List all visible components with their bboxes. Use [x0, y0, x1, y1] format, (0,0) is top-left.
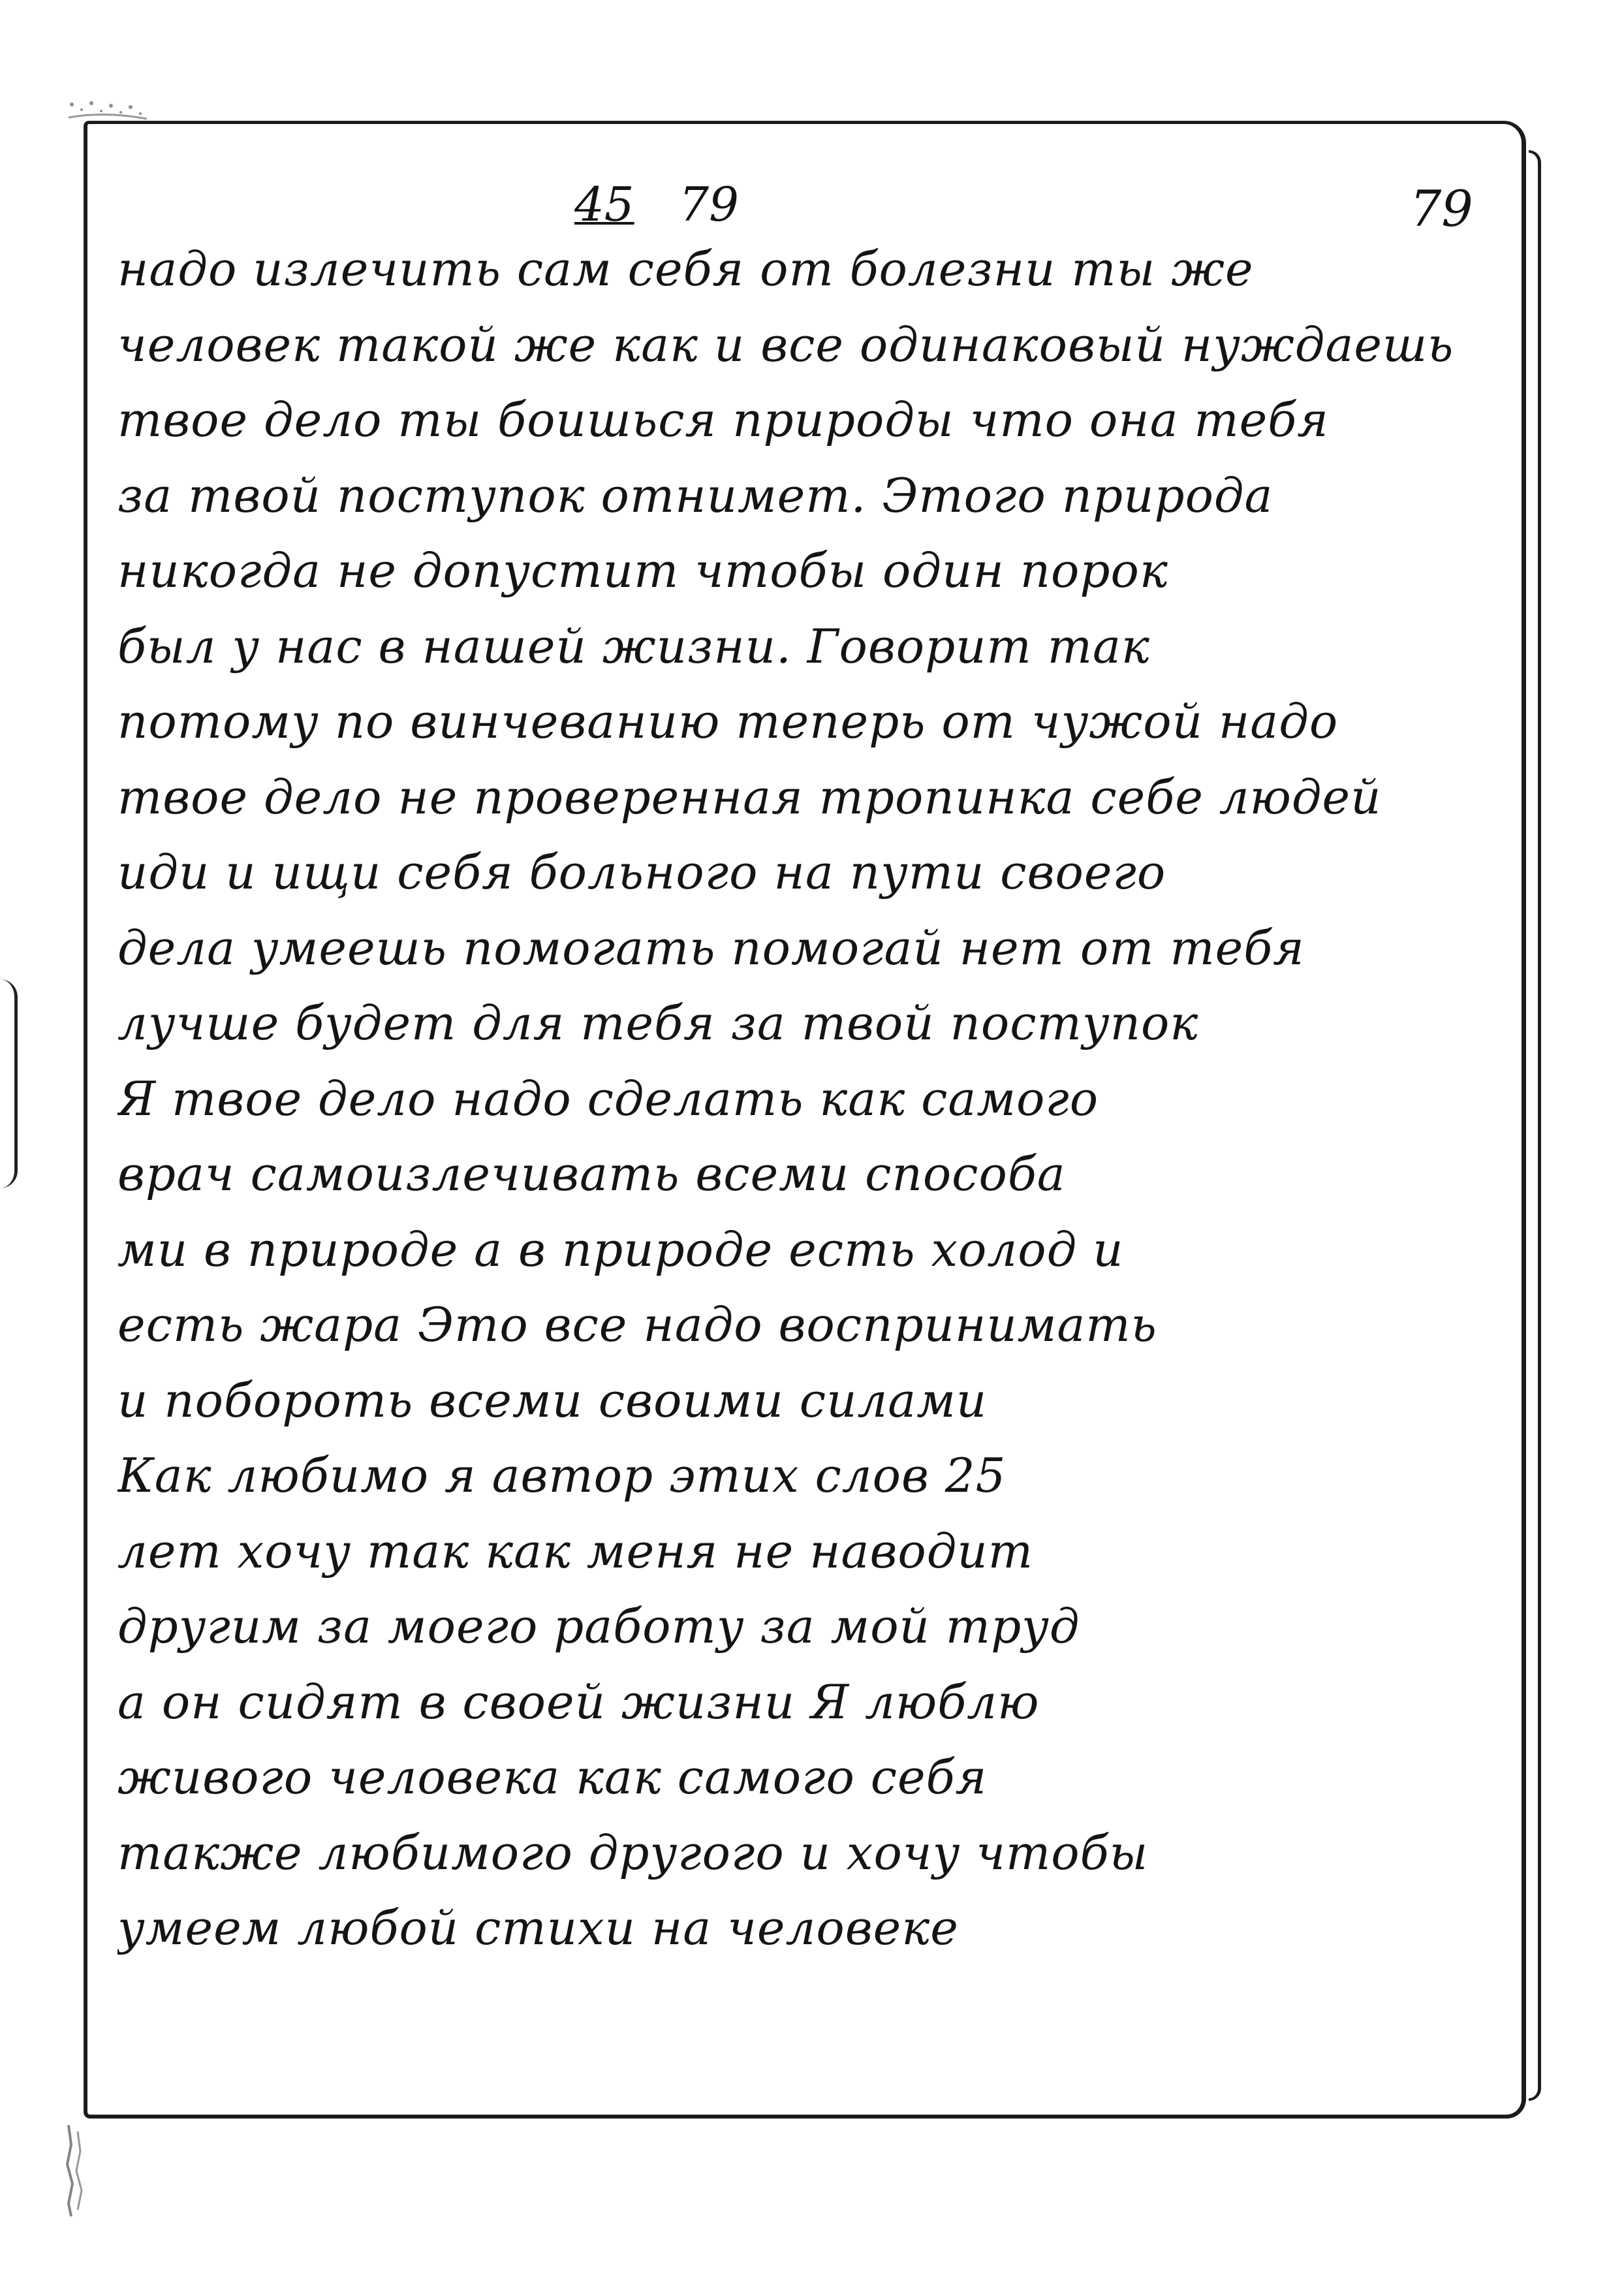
manuscript-line: человек такой же как и все одинаковый нуждаешь	[117, 317, 1454, 372]
manuscript-line: ми в природе а в природе есть холод и	[117, 1221, 1124, 1277]
manuscript-line: за твой поступок отнимет. Этого природа	[117, 467, 1273, 523]
manuscript-line: твое дело не проверенная тропинка себе людей	[117, 769, 1382, 825]
manuscript-line: лет хочу так как меня не наводит	[117, 1523, 1033, 1579]
manuscript-line: живого человека как самого себя	[117, 1750, 988, 1804]
manuscript-line: твое дело ты боишься природы что она тебя	[117, 392, 1329, 447]
manuscript-line: надо излечить сам себя от болезни ты же	[117, 242, 1254, 296]
page-number-handwritten: 45	[574, 177, 634, 232]
manuscript-line: Я твое дело надо сделать как самого	[117, 1071, 1099, 1126]
page-number-corner: 79	[1410, 180, 1473, 238]
manuscript-line: а он сидят в своей жизни Я люблю	[117, 1674, 1040, 1729]
manuscript-line: лучше будет для тебя за твой поступок	[117, 996, 1199, 1050]
binding-edge-mark	[62, 2125, 88, 2216]
manuscript-line: и побороть всеми своими силами	[117, 1372, 988, 1428]
manuscript-line: Как любимо я автор этих слов 25	[117, 1448, 1007, 1503]
manuscript-line: иди и ищи себя больного на пути своего	[117, 845, 1166, 900]
manuscript-line: был у нас в нашей жизни. Говорит так	[117, 618, 1150, 674]
manuscript-line: никогда не допустит чтобы один порок	[117, 543, 1168, 598]
manuscript-text	[117, 232, 1501, 1966]
manuscript-line: потому по винчеванию теперь от чужой надо	[117, 694, 1339, 749]
manuscript-line: дела умеешь помогать помогай нет от тебя	[117, 920, 1305, 975]
page-number-alt: 79	[679, 177, 739, 232]
manuscript-line: также любимого другого и хочу чтобы	[117, 1825, 1149, 1880]
manuscript-line: другим за моего работу за мой труд	[117, 1599, 1080, 1654]
manuscript-line: есть жара Это все надо воспринимать	[117, 1297, 1157, 1352]
adjacent-page-edge	[0, 979, 18, 1188]
page-number-header	[574, 175, 809, 234]
manuscript-line: врач самоизлечивать всеми способа	[117, 1146, 1066, 1201]
manuscript-line: умеем любой стихи на человеке	[117, 1900, 959, 1955]
